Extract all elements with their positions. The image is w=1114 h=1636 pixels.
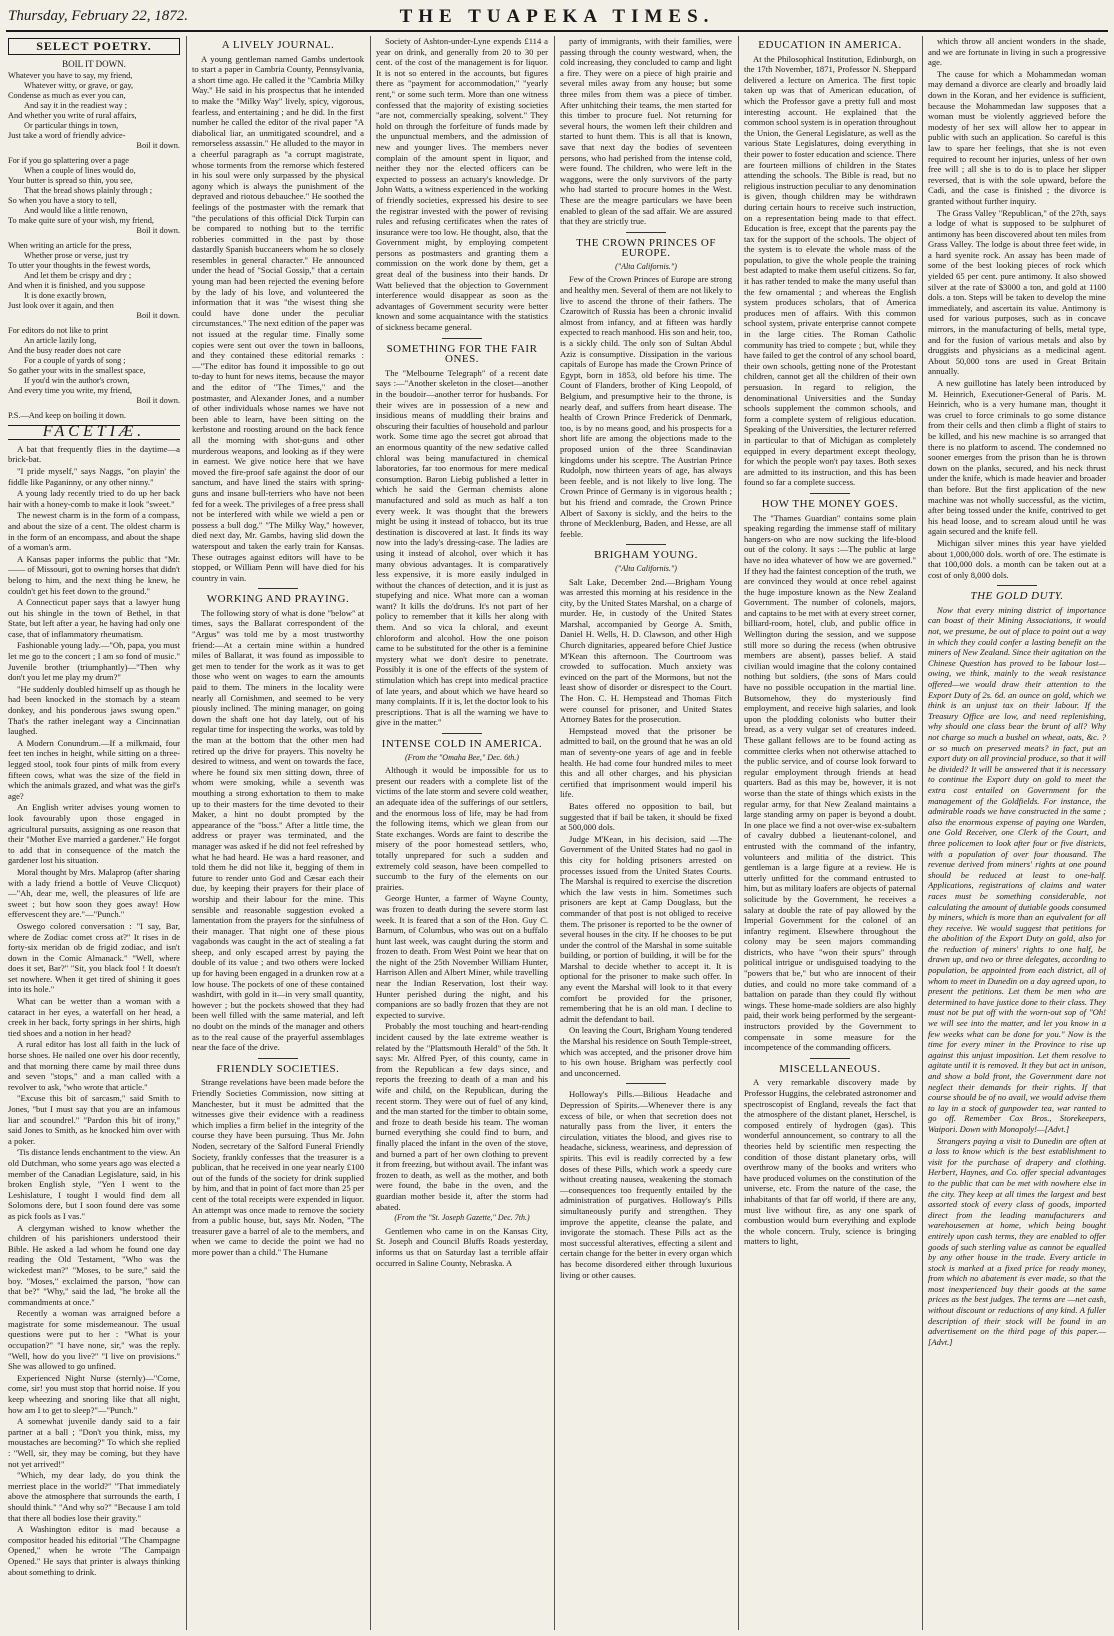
newspaper-title: THE TUAPEKA TIMES. [399,6,715,27]
poem-line: It is done exactly brown, [24,291,107,301]
poem-line: If you'd win the author's crown, [24,376,130,386]
separator [626,1083,666,1084]
poem-line: To make quite sure of your wish, my friend, [8,216,154,226]
paragraph: A somewhat juvenile dandy said to a fair partner at a ball ; "Don't you think, miss, my moustaches are becoming?" To which she replied : "Well, sir, they may be coming, but they have not yet arrived!" [8,1416,180,1469]
column-4 [560,36,732,1630]
miscellaneous-continued [928,36,1106,580]
paragraph: Recently a woman was arraigned before a magistrate for some misdemeanour. The usual questions were put to her : "What is your occupation?" "I have none, sir," was the reply. "Well, how do you live?" "I live on provisions." She was allowed to go unfined. [8,1308,180,1372]
poem-line: An article lazily long, [24,336,97,346]
paragraph: Strange revelations have been made before the Friendly Societies Commission, now sitting at Manchester, but it must be admitted that the witnesses give their evidence with a readiness which implies a firm belief in the integrity of the course they have been pursuing. Thus Mr. John Noden, secretary of the Salford Funeral Friendly Society, frankly confesses that the treasurer is a publican, that he received in one year nearly £100 out of the funds of the society for drink supplied by him, and that in point of fact more than 25 per cent of the total receipts were expended in liquor. An attempt was once made to remove the society from a public house, but, says Mr. Noden, "The treasurer gave a barrel of ale to the members, and when we came to decide the point we had no more power than a child." The Humane [192,1077,364,1257]
paragraph: George Hunter, a farmer of Wayne County, was frozen to death during the severe storm last week. It is feared that a son of the Hon. Guy C. Barnum, of Columbus, who was out on a buffalo hunt last week, was caught during the storm and frozen to death. From West Point we hear that on the night of the 25th November William Hunter, Harrison Allen and Albert Miner, while travelling near the Indian Reservation, lost their way. Hunter perished during the night, and his companions are so badly frozen that they are not expected to survive. [376,893,548,1020]
paragraph: Judge M'Kean, in his decision, said —The Government of the United States had no gaol in this city for holding prisoners arrested on processes issued from the United States Courts. The Marshal is required to exercise the discretion which the law vests in him. Sometimes such prisoners are kept at Camp Douglass, but the commander of that post is not obliged to receive them. The prisoner is reported to be the owner of several houses in the city. If he chooses to be put under the control of the Marshal in some suitable building, or portion of building, it will be for the Marshal to decide whether to accept it. It is optional for the prisoner to make such offer. In any event the Marshal will look to it that every comfort be provided for the prisoner, remembering that he is an old man. I decline to admit the defendant to bail. [560,833,732,1024]
poem-line: When a couple of lines would do, [24,166,136,176]
separator [997,585,1037,586]
poem [8,71,180,411]
paragraph: A new guillotine has lately been introduced by M. Heinrich, Executioner-General of Paris. M. Heinrich, who is a very humane man, thought it was cruel to force criminals to go some distance from their cells and then climb a flight of stairs to be killed, and his new machine is so arranged that there is no platform to ascend. The condemned no sooner emerges from the prison than he is thrown down on the planks, secured, and his neck thrust under the knife, which is made heavier and broader than before. But the first application of the new machine was not wholly successful, as the victim, after being tossed under the knife, contrived to get his head loose, and to scream aloud until he was again secured and the knife fell. [928,378,1106,537]
brigham-young-text [560,577,732,1079]
facetiae-items [8,444,180,1577]
paragraph: A Washington editor is mad because a compositor headed his editorial "The Champagne Opened," when he wrote "The Campaign Opened." He says that printer is always thinking about something to drink. [8,1524,180,1577]
paragraph: A very remarkable discovery made by Professor Huggins, the celebrated astronomer and spectroscopist of England, reveals the fact that the atmosphere of the distant planet, Herschel, is composed entirely of hydrogen (gas). This wonderful announcement, so contrary to all the theories held by scientific men respecting the condition of those distant planetary orbs, will overthrow many of the books and writers who have produced volumes on the constitution of the universe, etc. From the nature of the case, the inhabitants of that far off world, if there are any, must live without fire, as any one spark of combustion would burn everything and explode the whole concern. Truly, science is bringing matters to light, [744,1077,916,1247]
working-praying-text [192,608,364,1053]
column-6 [928,36,1106,1630]
intense-cold-heading: INTENSE COLD IN AMERICA. [381,738,543,750]
paragraph: Salt Lake, December 2nd.—Brigham Young was arrested this morning at his residence in the city, by the United States Marshal, on a charge of murder. He, in custody of the United States Marshal, accompanied by George A. Smith, Daniel H. Wells, H. D. Clawson, and other High Church dignitaries, appeared before Chief Justice M'Kean this afternoon. The Courtroom was crowded to suffocation. Much anxiety was evinced on the part of the Mormons, but not the least show of disorder or disrespect to the Court. The Hon. C. H. Hempstead and Thomas Fitch were counsel for prisoner, and United States Attorney Bates for the prosecution. [560,576,732,725]
paragraph: A Connecticut paper says that a lawyer hung out his shingle in the town of Bethel, in that State, but left after a year, he having had only one case, that of inflammatory rheumatism. [8,597,180,639]
issue-date: Thursday, February 22, 1872. [8,8,188,24]
paragraph: "He suddenly doubled himself up as though he had been knocked in the stomach by a steam donkey, and his ponderous jaws swung open." That's the rather inelegant way a Cincinnatian laughed. [8,683,180,737]
column-5 [744,36,916,1630]
poem-line: And whether you write of rural affairs, [8,111,137,121]
poem-line: For a couple of yards of song ; [24,356,126,366]
poem-line: Boil it down. [136,396,180,406]
paragraph: Moral thought by Mrs. Malaprop (after sharing with a lady friend a bottle of Veuve Clicquot)—"Ah, dear me, well, the pleasures of life are sweet ; but how soon they goes away! How effervescent they are."—"Punch." [8,866,180,920]
miscellaneous-text [744,1077,916,1247]
paragraph: 'Tis distance lends enchantment to the view. An old Dutchman, who some years ago was elected a member of the Canadian Legislature, said, in his broken English style, "Yen I went to the Leshislature, I tought I would find dem all Solomons dere, but I soon found dere vas some as pick fools as I vas." [8,1147,180,1221]
poem-line: So gather your wits in the smallest space, [8,366,146,376]
poem-line: Or particular things in town, [24,121,119,131]
paragraph: An English writer advises young women to look favourably upon those engaged in agricultural pursuits, assigning as one reason that their "Mother Eve married a gardener." He forgot to add that in consequence of the match the gardener lost his situation. [8,802,180,866]
poem-line: Boil it down. [136,226,180,236]
column-rule [186,36,187,1630]
source-line: ("Alta Californis.") [615,261,677,271]
column-rule [370,36,371,1630]
poem-line: Just take a word of friendly advice- [8,131,126,141]
paragraph: Although it would be impossible for us to present our readers with a complete list of the victims of the late storm and severe cold weather, an adequate idea of the sufferings of our settlers, and the enormous loss of life, may be had from the following items, which we glean from our State exchanges. Words are faint to describe the misery of the poor homestead settlers, who, totally unprepared for such a sudden and extremely cold season, have been compelled to succumb to the fury of the elements on our prairies. [376,765,548,892]
poem-line: And say it in the readiest way ; [24,101,127,111]
source-line: ("Alta Californis.") [615,563,677,573]
poem-line: And every time you write, my friend, [8,386,132,396]
paragraph: "Which, my dear lady, do you think the merriest place in the world?" "That immediately above the atmosphere that surrounds the earth, I should think." "And why so?" "Because I am told that there all bodies lose their gravity." [8,1470,180,1523]
source-line: (From the "St. Joseph Gazette," Dec. 7th.) [394,1213,530,1223]
friendly-societies-continued [376,36,548,333]
paragraph: Michigan silver mines this year have yielded about 1,000,000 dols. worth of ore. The estimate is that 100,000 dols. a month can be taken out at a cost of only 8,000 dols. [928,537,1106,580]
poem-line: And would like a little renown, [24,206,128,216]
friendly-societies-text [192,1077,364,1257]
separator [626,232,666,233]
column-rule [922,36,923,1630]
money-goes-heading: HOW THE MONEY GOES. [761,497,899,510]
paragraph: The newest charm is in the form of a compass, and about the size of a cent. The oldest charm is in the form of an encompass, and about the shape of a woman's arm. [8,510,180,553]
miscellaneous-heading: MISCELLANEOUS. [779,1062,881,1075]
poem-line: Whether prose or verse, just try [24,251,129,261]
education-heading: EDUCATION IN AMERICA. [758,39,902,51]
poem-line: Boil it down. [136,311,180,321]
education-text [744,54,916,488]
poem-line: When writing an article for the press, [8,241,132,251]
paragraph: Probably the most touching and heart-rending incident caused by the late extreme weather is related by the "Plattsmouth Herald" of the 5th. It says: Mr. Alfred Pyer, of this county, came in from the Republican a few days since, and reports the freezing to death of a man and his wife and child, on the Republican, during the recent storm. They were out of fuel of any kind, and the man started for the timber to obtain some, and froze to death beside his team. The woman burned everything she could find to burn, and finally placed the infant in the oven of the stove, and burned a part of her own clothing to prevent it from freezing, but without avail. The infant was frozen to death, as well as the mother, and both were found, the babe in the oven, and the guardian mother beside it, after the storm had abated. [376,1021,548,1212]
separator [258,588,298,589]
fair-ones-heading: SOMETHING FOR THE FAIR ONES. [386,342,538,366]
working-praying-heading: WORKING AND PRAYING. [206,593,350,606]
poem-line: Whatever witty, or grave, or gay, [24,81,134,91]
paragraph: Gentlemen who came in on the Kansas City, St. Joseph and Council Bluffs Roads yesterday, informs us that on Saturday last a terrible affair occurred in Saline County, Nebraska. A [376,1225,548,1268]
separator [442,338,482,339]
facetiae-heading: FACETIÆ. [8,425,180,440]
intense-cold-text-2 [376,1226,548,1268]
paragraph: The cause for which a Mohammedan woman may demand a divorce are clearly and broadly laid down in the Koran, and her evidence is sufficient, because the Mohammedan law supposes that a woman must be violently aggrieved before the modesty of her sex will allow her to appear in public with such an application. So careful is this law to spare her feelings, that she is not even required to recount her injuries, unless of her own free will ; all she is to do is to place her slipper reversed, that is with the sole upward, before the Cadi, and the case is finished ; the divorce is granted without further inquiry. [928,68,1106,206]
gold-duty-heading: THE GOLD DUTY. [970,590,1064,603]
paragraph: What can be wetter than a woman with a cataract in her eyes, a waterfall on her head, a creek in her back, forty springs in her shirts, high tied shoes and a notion in her head? [8,996,180,1038]
paragraph: Now that every mining district of importance can boast of their Mining Associations, it would not, we presume, be out of place to point out a way in which they could confer a lasting benefit on the miners of New Zealand. Since their agitation on the Chinese Question has proved to be labour lost—owing, we think, mainly to the weak resistance offered—we would draw their attention to the Export Duty of 2s. 6d. an ounce on gold, which we think is an unjust tax on their labour. If the Treasury Office are low, and need replenishing, why should one class bear the brunt of all? Why not charge so much a bushel on wheat, oats, &c. ? or so much on preserved meats? in fact, put an export duty on all provincial produce, so that it will be divided? It will be answered that it is necessary to continue the Export duty on gold to meet the extra cost entailed on Government for the management of the Goldfields. For instance, the admirable roads we have constructed in the same ; also the enormous expense of paying one Warden, one Gold Receiver, one Clerk of the Court, and three policemen to look after four or five districts, with a population of over four thousand. The revenue derived from miners' rights at one pound should be reduced at least to one-half. Applications, registrations of claims and water races must be something considerable, not calculating the amount of dutiable goods consumed by miners, which is more than an equivalent for all they receive. We would suggest that petitions for the abolition of the Export Duty on gold, also for the reduction of miners' rights to one half, be drawn up, and two or three delegates, according to population, be appointed from each district, all of whom to meet in Dunedin on a day agreed upon, to present the petitions. Let them be men who are determined to have justice done to their class. They must not be put off with the worn-out sop of "Oh! we will see into the matter, and let you know in a few weeks what can be done for you." Now is the time for every miner in the Province to rise up against this unjust imposition. Let them resolve to agitate until it is removed. It they but act in unison, and show a bold front, the Government dare not neglect their demands for their rights. If that course should be of no avail, we would advise them to lay in a stock of gunpowder tea, war ranted to go off. Remember Cox Bros., Storekeepers, Waipori. Down with Monopoly!—[Advt.] [928,604,1106,1134]
poem-postscript: P.S.—And keep on boiling it down. [8,411,127,421]
paragraph: A rural editor has lost all faith in the luck of horse shoes. He nailed one over his door recently, and that morning there came by mail three duns and seven "stops," and a man called with a revolver to ask, "who wrote that article." [8,1039,180,1092]
paragraph: "Excuse this bit of sarcasm," said Smith to Jones, "but I must say that you are an infamous liar and scoundrel." "Pardon this bit of irony," said Jones to Smith, as he knocked him over with a poker. [8,1093,180,1146]
paragraph: On leaving the Court, Brigham Young tendered the Marshal his residence on South Temple-street, which was accepted, and the prisoner drove him to his own house. Brigham was perfectly cool and unconcerned. [560,1025,732,1078]
paragraph: Few of the Crown Princes of Europe are strong and healthy men. Several of them are not likely to live to ascend the throne of their fathers. The Czarowitch of Russia has been a chronic invalid almost from infancy, and at fifteen was hardly expected to reach manhood. His son and heir, too, is a sickly child. The only son of Sultan Abdul Aziz is consumptive. Dissipation in the various capitals of Europe has made the Crown Prince of Egypt, born in 1853, old before his time. The Count of Flanders, brother of King Leopold, of Belgium, and presumptive heir to the throne, is nearly deaf, and suffers from heart disease. The health of Crown Prince Frederick of Denmark, too, is by no means good, and his prospects for a short life are among the objections made to the proposed union of the three Scandinavian kingdoms under his sceptre. The Austrian Prince Rudolph, now thirteen years of age, has always been feeble, and is not likely to live long. The Crown Prince of Germany is in vigorous health ; but his friend and comrade, the Crown Prince Albert of Saxony is sickly, and the heirs to the throne of Mecklenburg, Baden, and Hesse, are all feeble. [560,274,732,539]
poem-line: To utter your thoughts in the fewest words, [8,261,151,271]
select-poetry-heading: SELECT POETRY. [8,38,180,55]
fair-ones-text [376,368,548,728]
paragraph: A bat that frequently flies in the daytime—a brick-bat. [8,443,180,465]
column-rule [738,36,739,1630]
separator [810,493,850,494]
paragraph: The following story of what is done "below" at times, says the Ballarat correspondent of the "Argus" was told me by a most trustworthy friend:—At a certain mine within a hundred miles of Ballarat, it was found as impossible to get men to tender for the work as it was to get those who went on wages to earn the amounts paid to them. The miners in the locality were nearly all Cornishmen, and seemed to be very piously inclined. The mining manager, on going down the shaft one hot day lately, out of his regular time for inspecting the works, was told by the man at the bottom that the other men had retired up the drive for prayers. This novelty he desired to witness, and went on towards the face, where he found six men sitting down, three of whom were smoking, while a seventh was mouthing a strong exhortation to them to make up to their masters for the time devoted to their Maker, a hint no doubt prompted by the appearance of the "boss." After a little time, the address or prayer was terminated, and the manager was asked if he did not feel refreshed by what he had heard. He was a hard reasoner, and told them he did not like it, begging of them in future to render unto God and Cæsar each their due, by keeping their prayers for their place of worship and their labour for the mine. This sensible and reasonable suggestion evoked a lamentation from the prayers for the sinfulness of their manager. That night one of these pious vagabonds was caught in the act of stealing a fat sheep, and only escaped arrest by paying the double of its value ; and two others were locked up for having been engaged in a drunken row at a low house. The pockets of one of these contained washdirt, with gold in it—in very small quantity, however ; but the pockets showed that they had been well filled with the same material, and left no doubt on the minds of the manager and others as to the real cause of the prayerful assemblages near the face of the drive. [192,607,364,1053]
paragraph: A young gentleman named Gambs undertook to start a paper in Cambria County, Pennsylvania, a short time ago. He called it the "Cambria Milky Way." He said in his prospectus that he intended to make the "Milky Way" lively, spicy, vigorous, fearless, and entertaining ; and he did. In the first number he called the editor of the rival paper "A diabolical liar, an unmitigated scoundrel, and a remorseless assassin." He alluded to the mayor in a cheerful paragraph as "a corrupt magistrate, whose torments from the remorse which festered in his soul were only surpassed by the physical agony which is always the punishment of the depraved and riotous debauchee." He soothed the feelings of the postmaster with the remark that "the peculations of this official Dick Turpin can be compared to nothing but to the terrific robberies committed in the past by those dastardly Spanish buccaneers whom he so closely resembles in general character." He announced under the head of "Social Gossip," that a certain young man had been rejected the evening before by the lady of his love, and volunteered the information that it was "the wisest thing she could have done under the peculiar circumstances." The next edition of the paper was not issued at the regular time. Finally some copies were sent out over the town in balloons, and they contained these editorial remarks :—"The editor has found it impossible to go out to-day to hunt for news items, because the mayor and the editor of "The Times," and the postmaster, and Alexander Jones, and a number of other individuals whose names we have not been able to learn, have been sitting on the kerbstone and roosting around on the back fence all the morning with shot-guns and other murderous weapons, and looking as if they were in earnest. We give notice here that we have moved the fire-proof safe against the door of our sanctum, and have lined the stairs with spring-guns and insane bull-terriers who have not been fed for a week. The privileges of a free press shall not be interfered with while we wield a pen or possess a bull dog." "The Milky Way," however, died next day, Mr. Gambs, having slid down the waterspout and taken the early train for Kansas. These outrages against editors will have to be stopped, or William Penn will have died for his country in vain. [192,53,364,583]
poem-line: For editors do not like to print [8,326,109,336]
paragraph: Strangers paying a visit to Dunedin are often at a loss to know which is the best establishment to visit for the purchase of drapery and clothing. Herbert, Haynes, and Co. offer special advantages to the public that can be met with nowhere else in the city. They keep at all times the largest and best assorted stock of every class of goods, imported direct from the leading manufacturers and warehousemen at home, which being bought entirely upon cash terms, they are enabled to offer goods of such sterling value as cannot be equalled by any other house in the trade. Every article in stock is marked at a fixed price for ready money, from which no abatement is ever made, so that the most inexperienced buy their goods at the same prices as the best judges. The terms are —net cash, without discount or reductions of any kind. A fuller description of their stock will be found in an advertisement on the third page of this paper.—[Advt.] [928,1135,1106,1347]
paragraph: Oswego colored conversation : "I say, Bar, where de Zodiac comet cross at?" It rises in de forty-six meridan ob de frigid zodiac, and isn't down in the Comic Almanack." "Well, where does it set, Bar?" "Sit, you black fool ! It doesn't set nowhere. When it get tired of shining it goes into its hole." [8,920,180,995]
separator [810,1058,850,1059]
masthead [6,4,1108,32]
poem-line: Your butter is spread so thin, you see, [8,176,133,186]
paragraph: A Kansas paper informs the public that "Mr. —— of Missouri, got to owning horses that didn't belong to him, and the next thing he knew, he couldn't get his feet down to the ground." [8,553,180,596]
paragraph: Experienced Night Nurse (sternly)—"Come, come, sir! you must stop that horrid noise. If you keep wheezing and snoring like that all night, how am I to get to sleep?"—"Punch." [8,1372,180,1415]
paragraph: which throw all ancient wonders in the shade, and we are fortunate in living in such a progressive age. [928,36,1106,68]
column-1 [8,36,180,1630]
crown-princes-heading: THE CROWN PRINCES OF EUROPE. [576,236,716,260]
poem-line: Boil it down. [136,141,180,151]
lively-journal-text [192,54,364,584]
poem-line: And the busy reader does not care [8,346,121,356]
poem-line: Condense as much as ever you can, [8,91,126,101]
separator [442,733,482,734]
source-line: (From the "Omaha Bee," Dec. 6th.) [405,752,519,762]
poem-line: That the bread shows plainly through ; [24,186,153,196]
intense-cold-text [376,765,548,1212]
poem-title: BOIL IT DOWN. [62,58,126,69]
separator [258,1058,298,1059]
paragraph: Fashionable young lady.—"Oh, papa, you must let me go to the concert ; I am so fond of music." Juvenile brother (triumphantly)—"Then why don't you let me play my drum?" [8,640,180,683]
poem-line: Just look over it again, and then [8,301,114,311]
gold-duty-advert [928,605,1106,1348]
paragraph: party of immigrants, with their families, were passing through the county westward, when, the cold increasing, they concluded to camp and light a fire. They were on a piece of high prairie and several miles away from any house; but some three miles from them was a piece of timber. After unhitching their teams, the men started for this timber to procure fuel. Not returning for several hours, the women left their children and started to hunt them. This is all that is known, save that next day the bodies of seventeen persons, who had perished from the intense cold, were found. The children, who were left in the waggons, were the only survivors of the party who had started to procure homes in the West. These are the meagre particulars we have been enabled to glean of the sad affair. We are assured that they are strictly true. [560,36,732,227]
paragraph: Society of Ashton-under-Lyne expends £114 a year on drink, and generally from 20 to 30 per cent. of the cost of the management is for liquor. It is not so entered in the accounts, but figures there as "payment for accommodation," "yearly rent," or some such term. More than one witness confessed that the majority of existing societies "are not, commercially speaking, solvent." They hold on through the forfeiture of funds made by the unpunctual members, and the admission of new and younger lives. The members never complain of the amount spent in liquor, and neither they nor the elected officers can be expected to possess an actuary's knowledge. Dr John Watts, a witness experienced in the working of friendly societies, expressed his desire to see the registrar invested with the power of revising rules and refusing certificates when the rates of insurance were too low. He thought, also, that the Government might, by employing competent persons as postmasters and granting them a commission on the work done by them, get a great deal of the business into their hands. Dr Watt believed that the objection to Government interference would disappear as soon as the advantages of Government security were better known and some acquaintance with the statistics of sickness became general. [376,36,548,333]
poem-line: For if you go splattering over a page [8,156,129,166]
immigrants-text [560,36,732,227]
paragraph: A clergyman wished to know whether the children of his parishioners understood their Bible. He asked a lad whom he found one day reading the Old Testament, "Who was the wickedest man?" "Moses, to be sure," said the boy. "Moses," exclaimed the parson, "how can that be?" "Why," said the lad, "he broke all the commandments at once." [8,1222,180,1307]
poem-line: So when you have a story to tell, [8,196,117,206]
crown-princes-text [560,274,732,539]
column-3 [376,36,548,1630]
poem-line: Whatever you have to say, my friend, [8,71,133,81]
brigham-young-heading: BRIGHAM YOUNG. [594,549,698,562]
paragraph: A Modern Conundrum.—If a milkmaid, four feet ten inches in height, while sitting on a three-legged stool, took four pints of milk from every fifteen cows, what was the size of the field in which the animals grazed, and what was the girl's age? [8,737,180,801]
lively-journal-heading: A LIVELY JOURNAL. [221,39,335,51]
poem-line: And let them be crispy and dry ; [24,271,132,281]
column-rule [554,36,555,1630]
paragraph: Bates offered no opposition to bail, but suggested that if bail be taken, it should be fixed at 500,000 dols. [560,800,732,833]
paragraph: The "Melbourne Telegraph" of a recent date says :—"Another skeleton in the closet—another in the boudoir—another terror for husbands. For their wives are in possession of a new and insidious means of muddling their brains and obscuring their faculties of household and parlour work. Some time ago the secret got abroad that an enormous quantity of the new sedative called chloral was being manufactured in chemical laboratories, far too enormous for mere medical consumption. Baron Liebig published a letter in which he said the German chemists alone manufactured and sold as much as half a ton every week. It was thought that the brewers might be using it instead of tobacco, but its true destination is discovered at last. It finds its way now into the lady's dressing-case. The ladies are using it instead of alcohol, over which it has many obvious advantages. It is comparatively less expensive, it is more easily indulged in without the chances of detection, and it is just as stupefying and nice. What more can a woman want? It kills the do'druns. It's not part of her policy to remember that it kills her along with them. And so vica la chloral, and exeunt chloroform and alcohol. How the one poison came to be substituted for the other is a feminine mystery what we don't desire to penetrate. Possibly it is one of the effects of the system of stimulation which has crept into medical practice of late years, and about which we have heard so many complaints. If it is, let the doctor look to his prescriptions. That is all the warning we have to give in the matter." [376,367,548,728]
paragraph: The Grass Valley "Republican," of the 27th, says a lodge of what is supposed to be sulphuret of antimony has been discovered about ten miles from Grass Valley. The lodge is about three feet wide, in a hard syenite rock. An assay has been made of some of the best looking pieces of rock which yielded 65 per cent. pure antimony. It also showed silver at the rate of $3000 a ton, and gold at 1100 dols. a ton. Steps will be taken to develop the mine immediately, and ascertain its value. Antimony is used for various purposes, such as in concave mirrors, in the manufacturing of bells, metal type, and for the fusion of various metals and also by druggists and physicians as a medicinal agent. About 50,000 tons are used in Great Britain annually. [928,207,1106,377]
paragraph: The "Thames Guardian" contains some plain speaking regarding the immense staff of military hangers-on who are now sucking the life-blood out of the colony. It says :—The public at large have no idea whatever of how we are governed." If they had the faintest conception of the truth, we are convinced they would at once rebel against the huge imposture known as the New Zealand Government. The number of colonels, majors, and captains to be met with at every street corner, billiard-room, hotel, club, and public office in Wellington during the session, and we suppose still more so during the recess (when obtrusive members are absent), passes belief. A staid civilian would imagine that the colony contained nothing but soldiers, (the sons of Mars could have no possible occupation in the martial line. Butsomehow, they do mysteriously find employment, and receive high salaries, and look upon the plodding colonists who butter their bread, as a very vulgar set of creatures indeed. These gallant fellows are to be found acting as committee clerks when not otherwise attached to the public service, and of course look forward to regular employment through friends at head quarters. Bad as this may be, however, it is not worse than the state of things which exists in the regular army, for that New Zealand maintains a large standing army on paper is beyond a doubt. In one place we find a not over-wise ex-subaltern of cavalry dubbed a lieutenant-colonel, and entrusted with the command of the infantry, volunteers and militia of the district. This gentleman is a large figure at a review. He is utterly unfitted for the command entrusted to him, but as military loafers are objects of paternal solicitude by the Government, he receives a salary at double the rate of pay allowed by the Imperial Government for the colonel of an infantry regiment. Elsewhere throughout the colony may be seen majors commanding districts, who have "won their spurs" through political intrigue or undisguised toadying to the "powers that be," but who are innocent of their duties, and could no more take command of a battalion on parade than they could fly without wings. These home-made soldiers are also highly paid, their work being performed by the sergeant-instructors provided by the Government to compensate in some measure for the incompetence of the commanding officers. [744,512,916,1053]
holloway-pills-advert [560,1089,732,1280]
poem-line: And when it is finished, and you suppose [8,281,145,291]
paragraph: A young lady recently tried to do up her back hair with a honey-comb to make it look "sweet." [8,488,180,509]
friendly-societies-heading: FRIENDLY SOCIETIES. [216,1062,340,1075]
paragraph: Hempstead moved that the prisoner be admitted to bail, on the ground that he was an old man of seventy-one years of age and in feeble health. He had come four hundred miles to meet this and all other charges, and his physician certified that imprisonment would imperil his life. [560,725,732,800]
paragraph: Holloway's Pills.—Bilious Headache and Depression of Spirits.—Whenever there is any excess of bile, or when that secretion does not naturally pass from the liver, it enters the circulation, vitiates the blood, and gives rise to headache, sickness, weariness, and depression of spirits. This evil is readily corrected by a few doses of these Pills, which work a speedy cure without creating nausea, weakening the stomach —consequences too frequently entailed by the administration of purgatives. Holloway's Pills simultaneously purify and strengthen. They improve the appetite, cleanse the palate, and invigorate the stomach. These Pills act as the most successful alteratives, effecting a silent and certain change for the better in every organ which has become disordered either through luxurious living or other causes. [560,1089,732,1280]
money-goes-text [744,513,916,1053]
column-2 [192,36,364,1630]
separator [626,544,666,545]
paragraph: "I pride myself," says Naggs, "on playin' the fiddle like Paganinny, or any other ninny." [8,465,180,487]
paragraph: At the Philosophical Institution, Edinburgh, on the 17th November, 1871, Professor N. Sheppard delivered a lecture on America. The first topic taken up was that of American education, of which the Professor gave a pretty full and most interesting account. He explained that the common school system is in operation throughout the Union, the General Legislature, as well as the various State Legislatures, doing everything in their power to foster education and science. There are fourteen millions of children in the States attending the schools. The Bible is read, but no religious instruction peculiar to any denomination is given, though children may be withdrawn during certain hours to receive such instruction, on a representation being made to that effect. Education is free, except that the parents pay the tax for the support of the schools. The object of the system is to elevate the whole mass of the population, to give the whole people the training best adapted to make them useful citizens. So far, it has rather tended to make the many useful than the few ornamental ; and whereas the English system produces scholars, that of America produces men of affairs. With this common school system, private enterprise cannot compete in the large cities. The Roman Catholic community has tried to compete ; but, while they have failed to get the control of any school board, their own schools, getting none of the Protestant children, cannot get all the children of their own persuasion. In regard to religion, the denominational Universities and the Sunday schools supplement the common schools, and form a complete system of religious education. Speaking of the Universities, the lecturer referred in particular to that of Michigan as completely equipped in every department except theology, for which the people won't pay taxes. Both sexes are admitted to its instruction, and this has been found so far a complete success. [744,53,916,488]
